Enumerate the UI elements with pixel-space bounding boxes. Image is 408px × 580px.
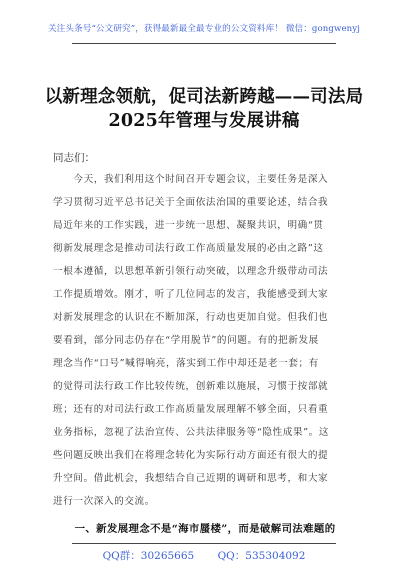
salutation: 同志们： [53, 152, 95, 164]
paragraph-line: 工作提质增效。刚才，听了几位同志的发言，我能感受到大家 [53, 289, 329, 300]
footer-divider [72, 543, 336, 544]
footer-qq: QQ：535304092 [217, 550, 306, 562]
paragraph-line: 局近年来的工作实践，进一步统一思想、凝聚共识，明确“贯 [53, 220, 324, 231]
document-title-line-1: 以新理念领航，促司法新跨越——司法局 [44, 87, 364, 107]
paragraph-line: 理念当作“口号”喊得响亮，落实到工作中却还是老一套；有 [53, 358, 319, 369]
paragraph-line: 业务指标，忽视了法治宣传、公共法律服务等“隐性成果”。这 [53, 427, 330, 438]
paragraph-line: 的觉得司法行政工作比较传统，创新难以施展，习惯于按部就 [53, 381, 329, 392]
header-divider [72, 43, 336, 44]
paragraph-line: 今天，我们利用这个时间召开专题会议，主要任务是深入 [53, 174, 329, 185]
paragraph-line: 要看到，部分同志仍存在“学用脱节”的问题。有的把新发展 [53, 335, 319, 346]
footer-contact [0, 548, 408, 563]
paragraph-line: 升空间。借此机会，我想结合自己近期的调研和思考，和大家 [53, 473, 329, 484]
document-title-line-2: 2025年管理与发展讲稿 [108, 111, 300, 131]
paragraph-line: 一根本遵循，以思想革新引领行动突破，以理念升级带动司法 [53, 266, 329, 277]
footer-qq-group: QQ群：30265665 [102, 550, 195, 562]
header-banner: 关注头条号“公文研究”，获得最新最全最专业的公文资料库！ 微信：gongwenyj [47, 24, 361, 34]
section-heading: 一、新发展理念不是“海市蜃楼”，而是破解司法难题的 [53, 523, 336, 535]
paragraph-line: 进行一次深入的交流。 [53, 496, 155, 507]
paragraph-line: 些问题反映出我们在将理念转化为实际行动方面还有很大的提 [53, 450, 329, 461]
paragraph-line: 班；还有的对司法行政工作高质量发展理解不够全面，只看重 [53, 404, 329, 415]
paragraph-line: 彻新发展理念是推动司法行政工作高质量发展的必由之路”这 [53, 243, 324, 254]
paragraph-line: 学习贯彻习近平总书记关于全面依法治国的重要论述，结合我 [53, 197, 329, 208]
paragraph-line: 对新发展理念的认识在不断加深，行动也更加自觉。但我们也 [53, 312, 329, 323]
